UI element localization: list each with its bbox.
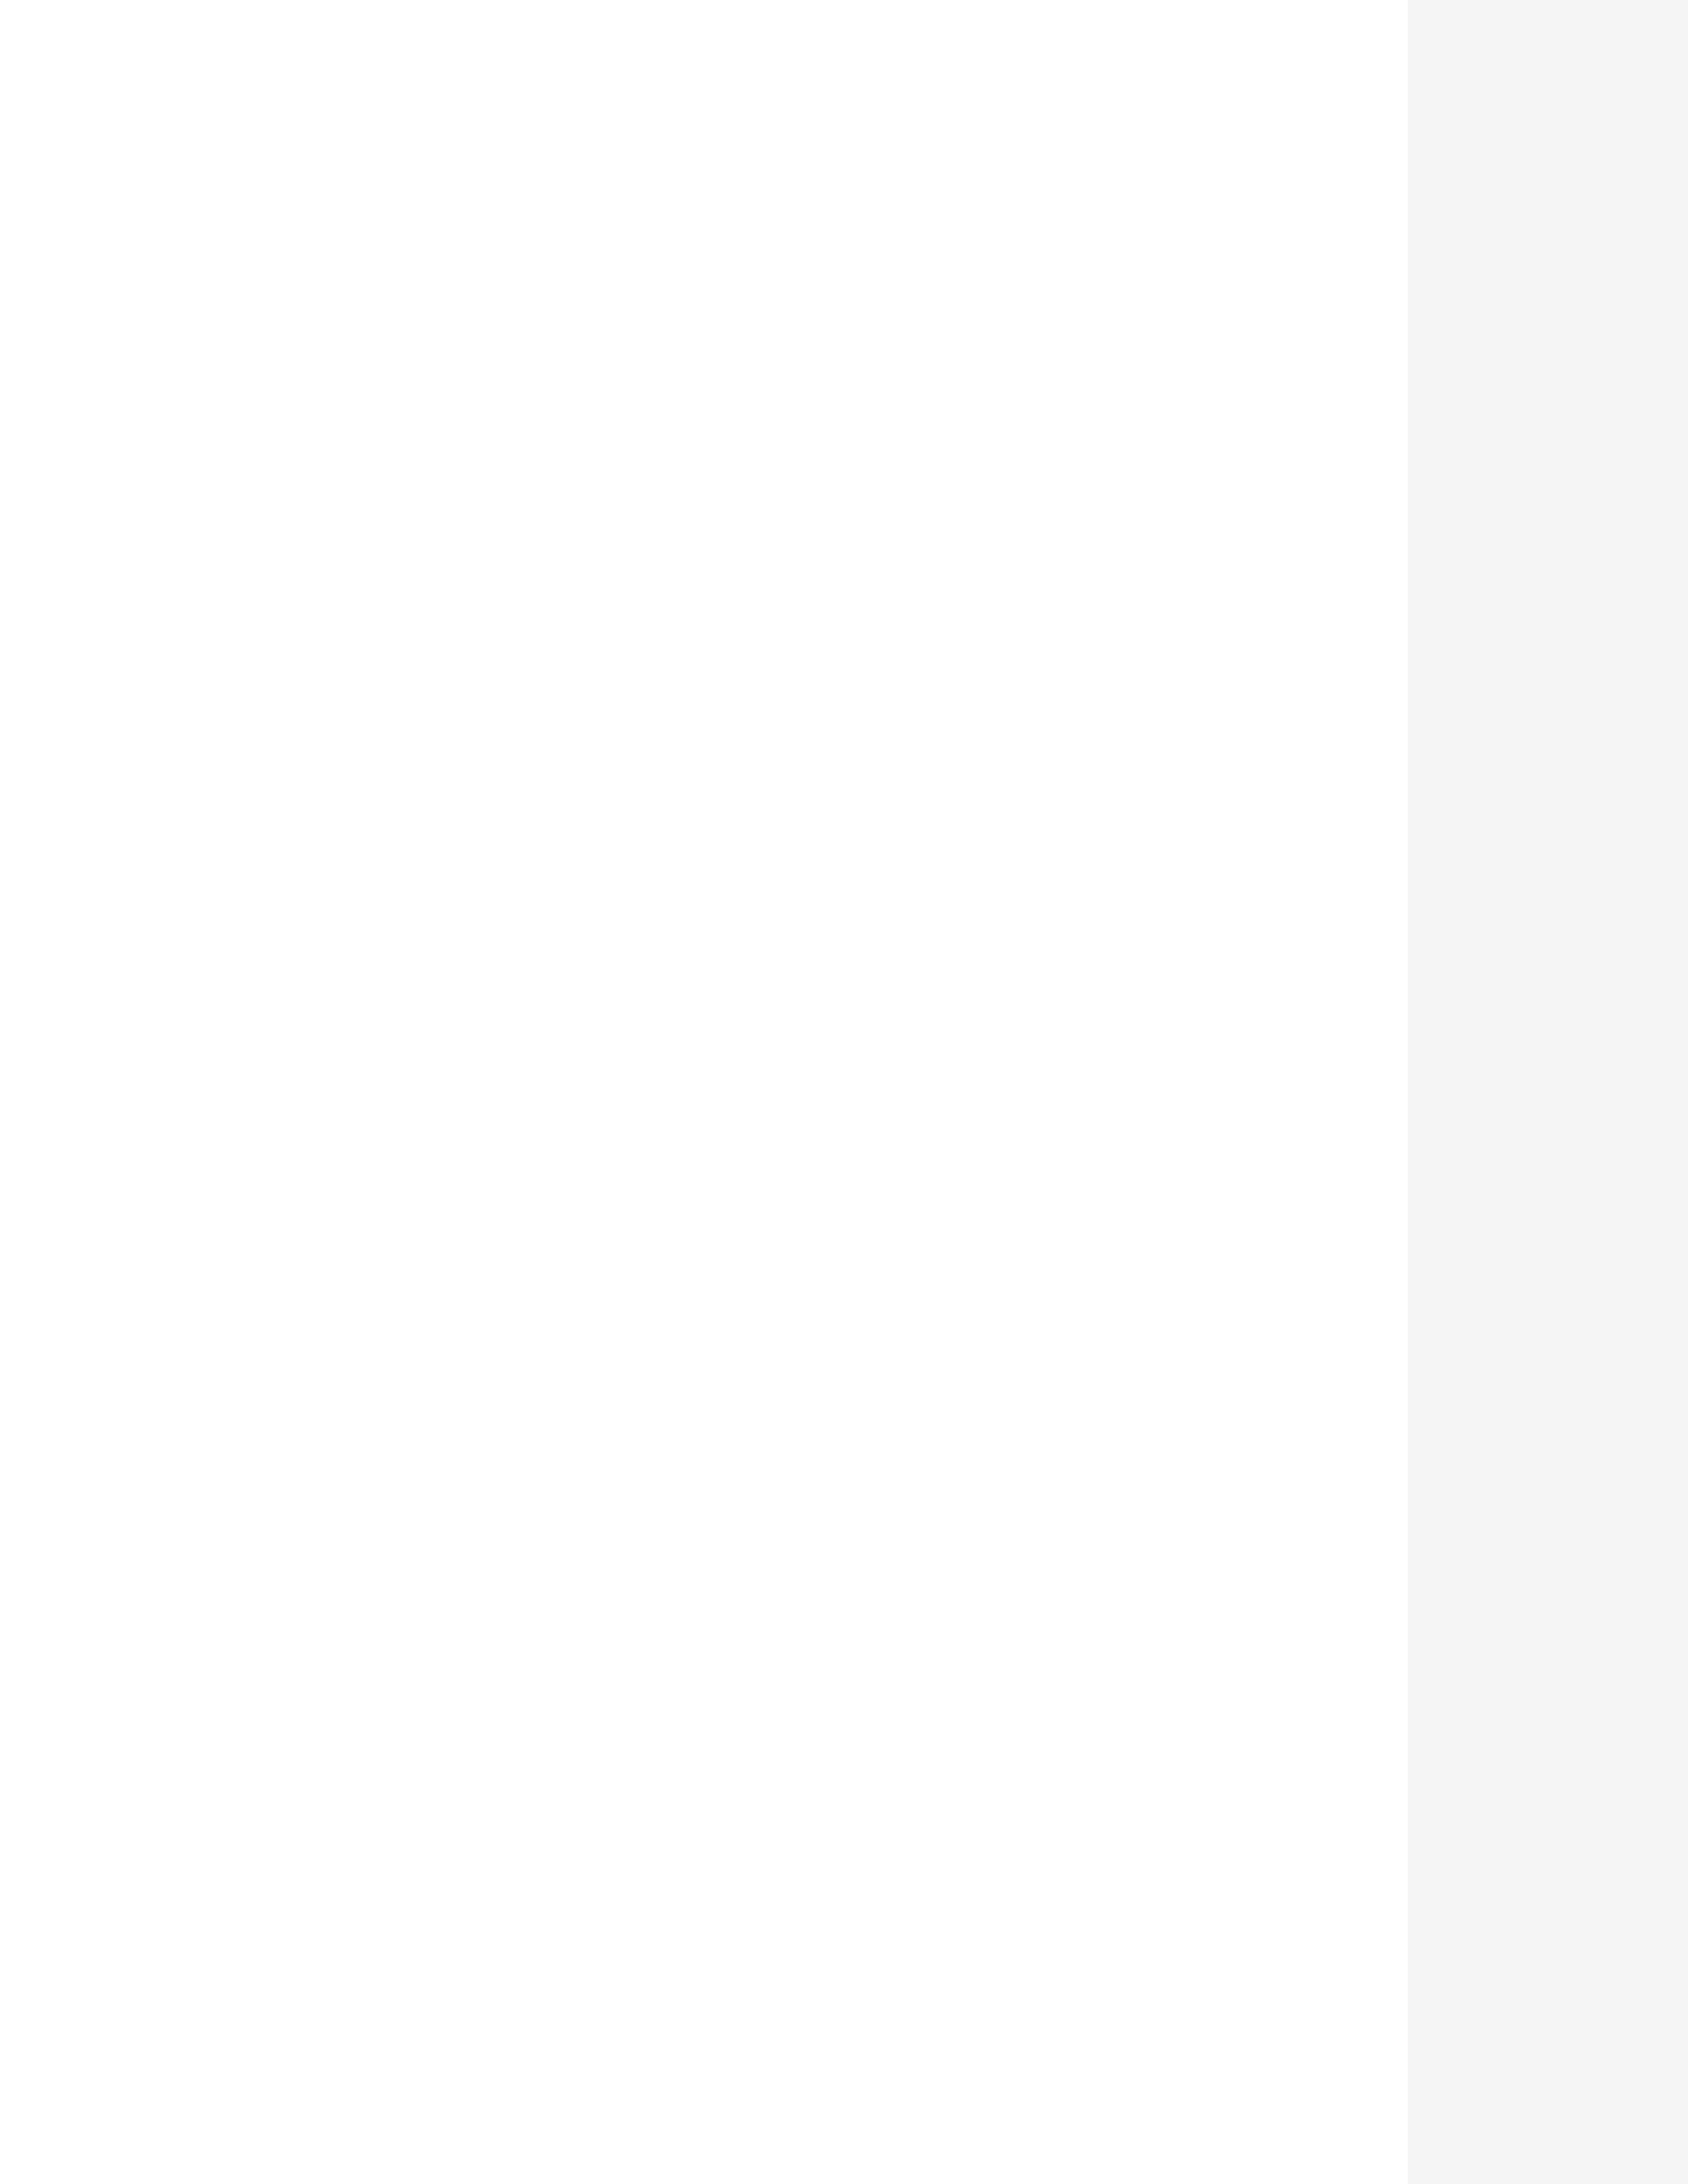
starburst-left-decoration bbox=[0, 1154, 223, 1830]
left-column bbox=[280, 252, 828, 288]
right-column bbox=[857, 786, 1405, 820]
starburst-top-decoration bbox=[1096, 0, 1688, 214]
page-edge-shadow bbox=[1408, 0, 1688, 2184]
